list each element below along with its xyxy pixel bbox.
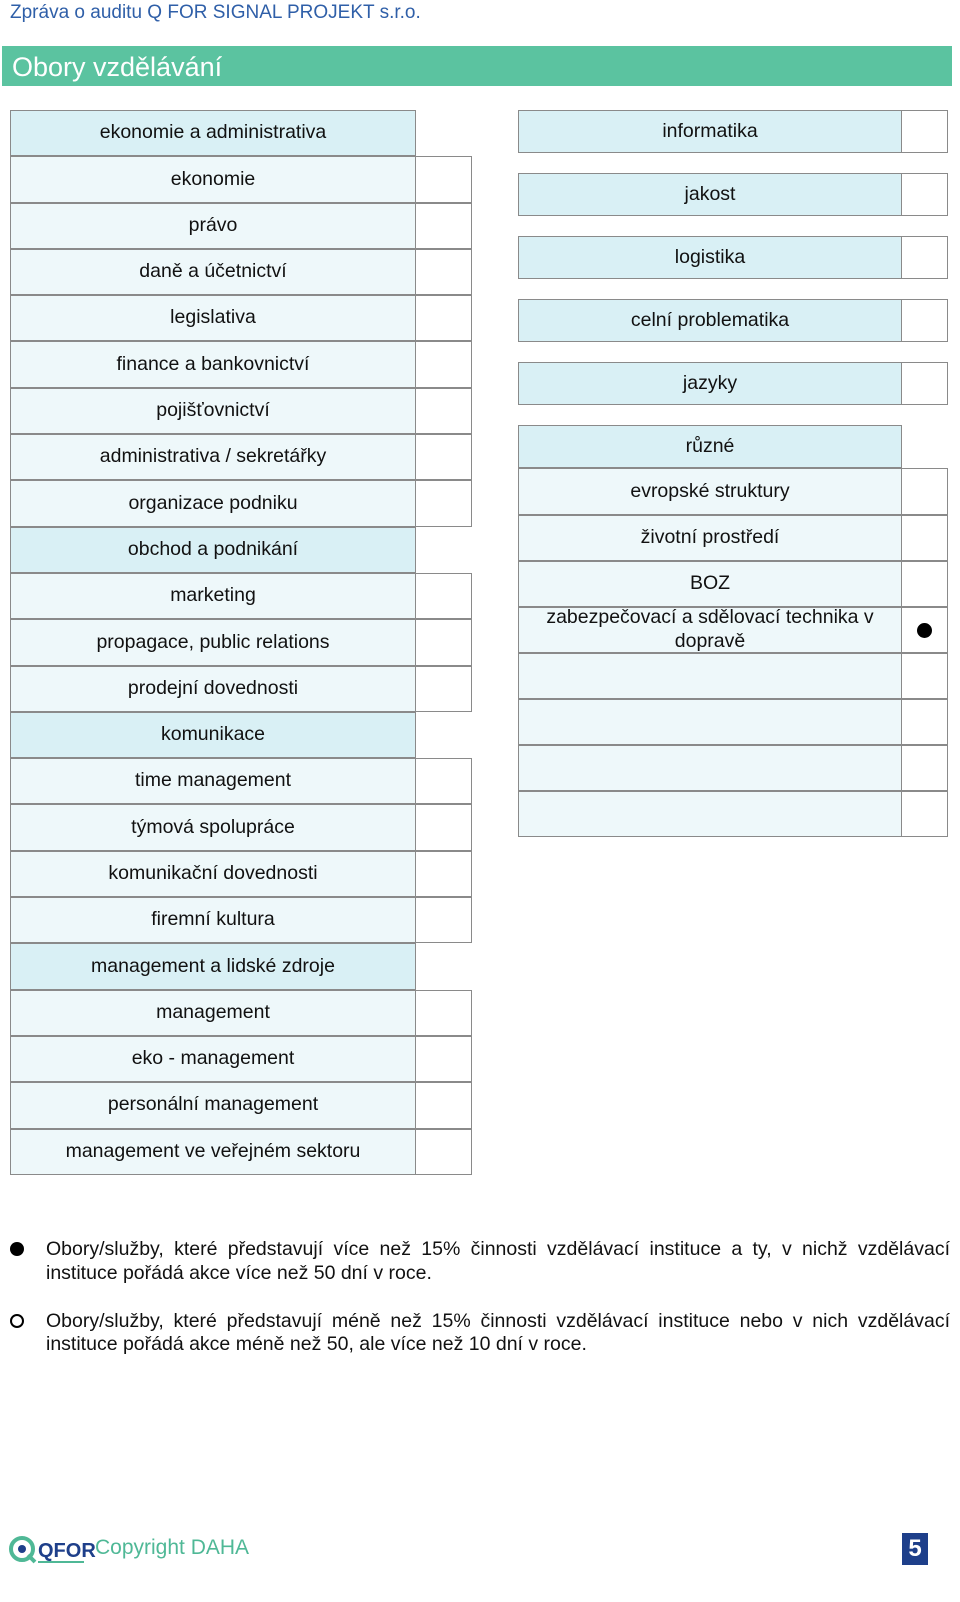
table-row [10,389,472,435]
category-row [10,111,472,157]
mark-cell [415,897,472,943]
field-label: životní prostředí [518,515,902,561]
table-row [518,174,948,217]
table-row [518,237,948,280]
section-title: Obory vzdělávání [12,52,223,82]
field-label: legislativa [10,295,416,341]
table-row [518,516,948,562]
table-row [10,250,472,296]
mark-cell [415,712,472,758]
mark-cell [415,480,472,526]
field-label: právo [10,203,416,249]
mark-cell [415,156,472,202]
legend [10,1238,950,1381]
field-label: prodejní dovednosti [10,666,416,712]
field-label: time management [10,758,416,804]
field-label: organizace podniku [10,480,416,526]
logo-text: QFOR [38,1540,96,1562]
field-label: jazyky [518,362,902,405]
field-label: management [10,990,416,1036]
field-label: firemní kultura [10,897,416,943]
document-header-title: Zpráva o auditu Q FOR SIGNAL PROJEKT s.r.o. [10,2,421,23]
field-label: administrativa / sekretářky [10,434,416,480]
right-category-table [518,111,948,838]
field-label: zabezpečovací a sdělovací technika v dopravě [518,607,902,653]
mark-cell [415,341,472,387]
field-label: evropské struktury [518,468,902,515]
table-row [518,700,948,746]
mark-cell [415,434,472,480]
mark-cell [901,468,948,515]
category-label: různé [518,425,902,468]
table-row [10,1083,472,1129]
field-label: management ve veřejném sektoru [10,1129,416,1175]
table-row [10,898,472,944]
field-label: týmová spolupráce [10,804,416,850]
field-label: pojišťovnictví [10,388,416,434]
field-label: personální management [10,1082,416,1128]
mark-cell [901,173,948,216]
mark-cell [901,110,948,153]
table-row [10,574,472,620]
category-label: komunikace [10,712,416,758]
mark-cell [901,299,948,342]
mark-cell [901,236,948,279]
category-row [518,426,948,469]
table-row [518,363,948,406]
table-row [10,991,472,1037]
mark-cell [901,561,948,607]
field-label: komunikační dovednosti [10,851,416,897]
mark-cell [415,851,472,897]
field-label: celní problematika [518,299,902,342]
field-label: logistika [518,236,902,279]
category-label: ekonomie a administrativa [10,110,416,156]
mark-cell [415,573,472,619]
table-row [10,667,472,713]
table-row [518,300,948,343]
category-row [10,713,472,759]
field-label [518,745,902,791]
mark-cell [901,515,948,561]
table-row [10,805,472,851]
table-row [10,1130,472,1176]
field-label: jakost [518,173,902,216]
mark-cell [415,1129,472,1175]
mark-cell [901,362,948,405]
field-label: daně a účetnictví [10,249,416,295]
mark-cell [415,990,472,1036]
mark-cell [901,745,948,791]
mark-cell [901,425,948,468]
section-band [2,46,952,86]
field-label: informatika [518,110,902,153]
table-row [518,562,948,608]
table-row [10,157,472,203]
mark-cell [415,295,472,341]
table-row [518,111,948,154]
mark-cell [901,699,948,745]
field-label [518,699,902,745]
legend-text: Obory/služby, které představují více než 15% činnosti vzdělávací instituce a ty, v nichž vzdělávací instituce pořádá akce více než 50 dní v roce. [46,1238,950,1284]
filled-dot-icon [10,1242,24,1256]
mark-cell [901,791,948,837]
mark-cell [415,388,472,434]
field-label [518,791,902,837]
mark-cell [415,527,472,573]
category-row [10,944,472,990]
table-row [518,746,948,792]
field-label: BOZ [518,561,902,607]
table-row [518,654,948,700]
mark-cell [415,758,472,804]
field-label: marketing [10,573,416,619]
table-row [518,469,948,516]
open-circle-icon [10,1314,24,1328]
filled-dot-icon [917,623,932,638]
mark-cell [415,943,472,989]
table-row [518,608,948,654]
field-label: eko - management [10,1036,416,1082]
mark-cell [415,203,472,249]
table-row [10,342,472,388]
mark-cell [415,249,472,295]
field-label: ekonomie [10,156,416,202]
mark-cell [415,1082,472,1128]
copyright-text: Copyright DAHA [95,1536,250,1559]
table-row [10,296,472,342]
category-label: management a lidské zdroje [10,943,416,989]
table-row [10,852,472,898]
table-row [10,1037,472,1083]
field-label [518,653,902,699]
mark-cell [415,619,472,665]
category-label: obchod a podnikání [10,527,416,573]
legend-text: Obory/služby, které představují méně než 15% činnosti vzdělávací instituce nebo v nich vzdělávací instituce pořádá akce méně než 50, ale více než 10 dní v roce. [46,1309,950,1356]
table-row [10,435,472,481]
legend-item [10,1238,950,1286]
mark-cell [415,110,472,156]
mark-cell [901,653,948,699]
mark-cell [415,666,472,712]
field-label: propagace, public relations [10,619,416,665]
table-row [10,759,472,805]
table-row [10,204,472,250]
mark-cell [901,607,948,653]
qfor-logo [8,1532,96,1566]
mark-cell [415,804,472,850]
category-row [10,528,472,574]
table-row [10,481,472,527]
page-number-badge: 5 [902,1533,928,1565]
legend-item [10,1310,950,1358]
table-row [10,620,472,666]
field-label: finance a bankovnictví [10,341,416,387]
table-row [518,792,948,838]
mark-cell [415,1036,472,1082]
left-category-table [10,111,472,1176]
